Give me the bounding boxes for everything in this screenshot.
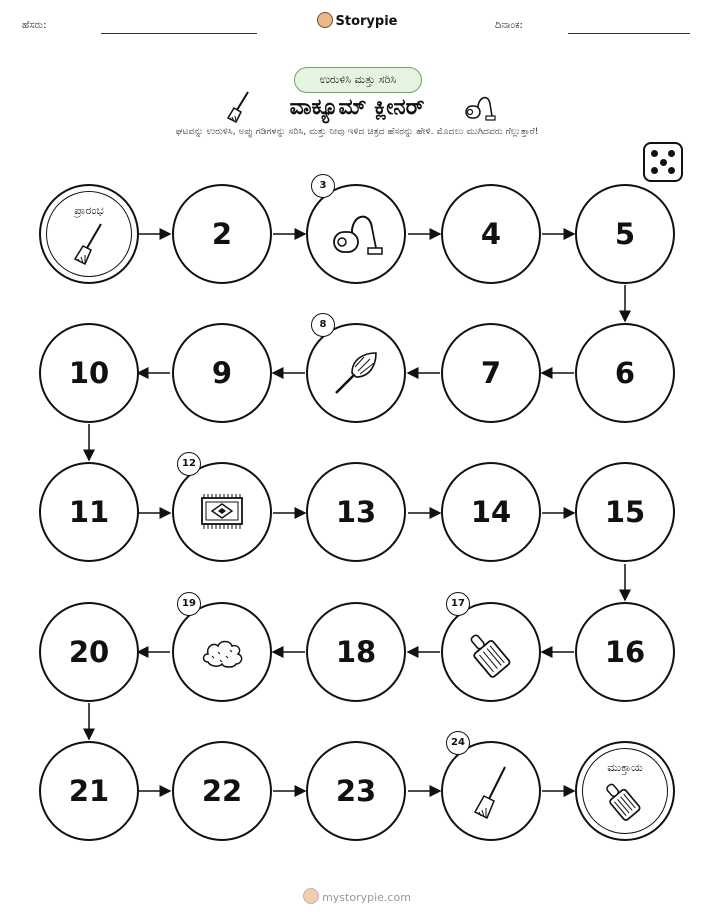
space-number: 6 bbox=[614, 356, 636, 390]
space-number: 22 bbox=[201, 774, 243, 808]
board-space-2[interactable] bbox=[172, 184, 272, 284]
board-space-10[interactable] bbox=[39, 323, 139, 423]
board-space-8[interactable] bbox=[306, 319, 406, 423]
board-space-16[interactable] bbox=[575, 602, 675, 702]
dust-bunny-icon bbox=[200, 636, 244, 670]
page-title: ವಾಕ್ಯೂಮ್ ಕ್ಲೀನರ್ bbox=[289, 95, 425, 120]
board-space-7[interactable] bbox=[441, 323, 541, 423]
board-space-14[interactable] bbox=[441, 462, 541, 562]
footer-url[interactable]: mystorypie.com bbox=[322, 891, 411, 904]
date-label: ದಿನಾಂಕ: bbox=[495, 20, 523, 31]
space-number-badge: 19 bbox=[177, 592, 201, 616]
finish-label: ಮುಕ್ತಾಯ bbox=[607, 761, 643, 774]
board-space-20[interactable] bbox=[39, 602, 139, 702]
vacuum-cleaner-icon bbox=[330, 208, 384, 260]
brand-name: Storypie bbox=[335, 14, 398, 29]
space-number: 20 bbox=[68, 635, 110, 669]
dustpan-icon bbox=[603, 777, 649, 823]
broom-icon bbox=[71, 222, 107, 266]
board-space-24[interactable] bbox=[441, 737, 541, 841]
activity-pill: ಉರುಳಿಸಿ ಮತ್ತು ಸರಿಸಿ bbox=[294, 67, 422, 93]
board-space-21[interactable] bbox=[39, 741, 139, 841]
space-number: 18 bbox=[335, 635, 377, 669]
space-number-badge: 3 bbox=[311, 174, 335, 198]
rug-icon bbox=[198, 492, 246, 532]
space-number-badge: 24 bbox=[446, 731, 470, 755]
board-space-start[interactable] bbox=[39, 184, 139, 284]
name-label: ಹೆಸರು: bbox=[22, 20, 47, 31]
board-space-11[interactable] bbox=[39, 462, 139, 562]
board-space-13[interactable] bbox=[306, 462, 406, 562]
board-space-finish[interactable] bbox=[575, 741, 675, 841]
space-number: 13 bbox=[335, 495, 377, 529]
board-space-18[interactable] bbox=[306, 602, 406, 702]
space-number: 7 bbox=[480, 356, 502, 390]
broom-icon bbox=[471, 765, 511, 821]
space-number-badge: 8 bbox=[311, 313, 335, 337]
start-label: ಪ್ರಾರಂಭ bbox=[74, 204, 104, 217]
instructions: ಘಟವನ್ನು ಉರುಳಿಸಿ, ಅಪ್ಪು ಗಡಿಗಳನ್ನು ಸರಿಸಿ, ಮತ್ತು ನೀವು ಇಳಿದ ಚಿತ್ರದ ಹೆಸರನ್ನು ಹೇಳಿ. ಮೊದಲು ಮುಗಿದವರು ಗೆಲ್ಲುತ್ತಾರೆ! bbox=[175, 126, 539, 137]
space-number: 2 bbox=[211, 217, 233, 251]
board-space-5[interactable] bbox=[575, 184, 675, 284]
space-number: 15 bbox=[604, 495, 646, 529]
board-space-19[interactable] bbox=[172, 598, 272, 702]
space-number-badge: 17 bbox=[446, 592, 470, 616]
board-space-22[interactable] bbox=[172, 741, 272, 841]
board-space-23[interactable] bbox=[306, 741, 406, 841]
space-number: 4 bbox=[480, 217, 502, 251]
board-space-12[interactable] bbox=[172, 458, 272, 562]
board-space-4[interactable] bbox=[441, 184, 541, 284]
board-space-17[interactable] bbox=[441, 598, 541, 702]
board-space-9[interactable] bbox=[172, 323, 272, 423]
space-number-badge: 12 bbox=[177, 452, 201, 476]
space-number: 5 bbox=[614, 217, 636, 251]
board-space-6[interactable] bbox=[575, 323, 675, 423]
space-number: 10 bbox=[68, 356, 110, 390]
space-number: 23 bbox=[335, 774, 377, 808]
space-number: 9 bbox=[211, 356, 233, 390]
dustpan-icon bbox=[467, 628, 519, 680]
storypie-logo-icon bbox=[303, 888, 319, 904]
space-number: 11 bbox=[68, 495, 110, 529]
board-space-15[interactable] bbox=[575, 462, 675, 562]
footer bbox=[0, 888, 714, 904]
space-number: 14 bbox=[470, 495, 512, 529]
board-space-3[interactable] bbox=[306, 180, 406, 284]
feather-duster-icon bbox=[330, 347, 382, 399]
space-number: 21 bbox=[68, 774, 110, 808]
space-number: 16 bbox=[604, 635, 646, 669]
